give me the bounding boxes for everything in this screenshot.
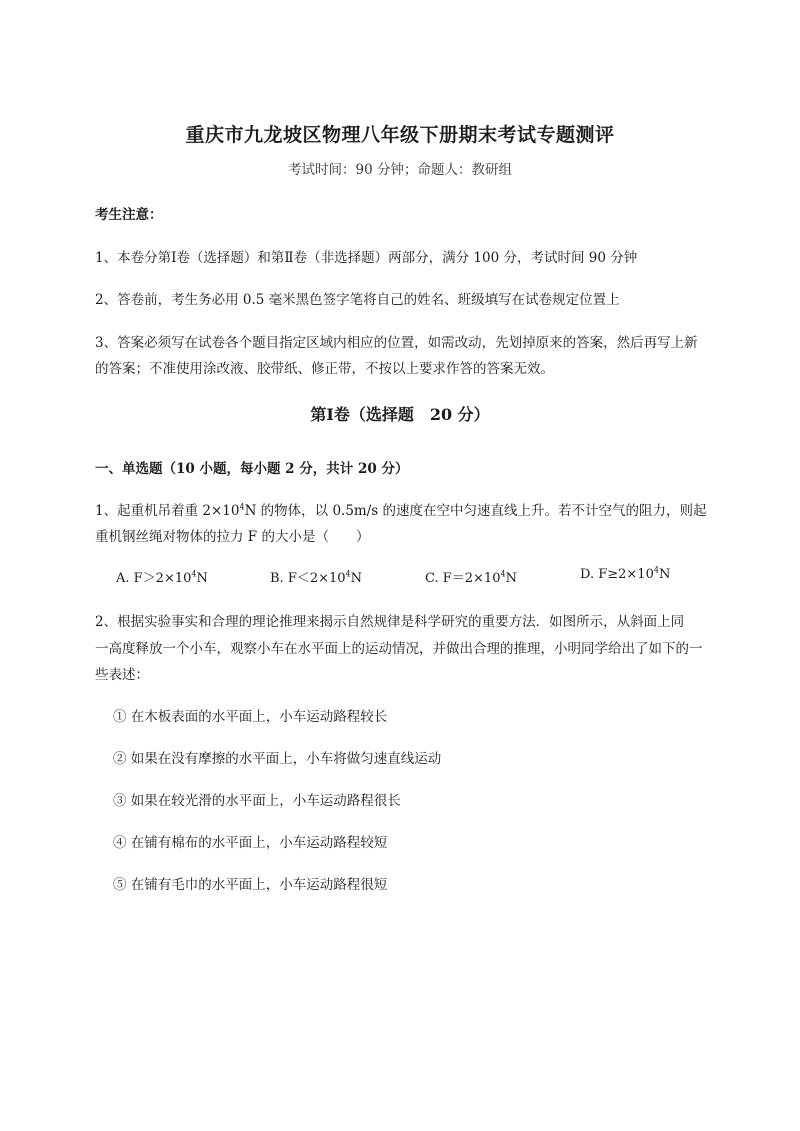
statement-4: ④ 在铺有棉布的水平面上，小车运动路程较短: [113, 835, 388, 851]
option-c-unit: N: [505, 571, 517, 586]
option-b[interactable]: [270, 567, 362, 586]
exponent: 4: [345, 569, 351, 579]
part-heading: 一、单选题（10 小题，每小题 2 分，共计 20 分）: [95, 461, 409, 477]
notice-item-1: 1、本卷分第Ⅰ卷（选择题）和第Ⅱ卷（非选择题）两部分，满分 100 分，考试时间 90 分钟: [95, 250, 638, 266]
exponent: 4: [500, 569, 506, 579]
statement-2: ② 如果在没有摩擦的水平面上，小车将做匀速直线运动: [113, 751, 442, 767]
exponent: 4: [239, 502, 245, 512]
notice-item-2: 2、答卷前，考生务必用 0.5 毫米黑色签字笔将自己的姓名、班级填写在试卷规定位置上: [95, 292, 620, 308]
question-2-stem-line-3: 些表述：: [95, 667, 149, 683]
statement-3: ③ 如果在较光滑的水平面上，小车运动路程很长: [113, 793, 401, 809]
option-a[interactable]: [116, 567, 208, 586]
section-title: 第Ⅰ卷（选择题 20 分）: [310, 405, 490, 424]
option-a-text: A. F＞2×10: [116, 571, 192, 586]
option-d-text: D. F≥2×10: [580, 567, 654, 582]
question-2-stem-line-1: 2、根据实验事实和合理的理论推理来揭示自然规律是科学研究的重要方法．如图所示，从斜面上同: [95, 614, 685, 630]
question-2-stem-line-2: 一高度释放一个小车，观察小车在水平面上的运动情况，并做出合理的推理，小明同学给出了如下的一: [95, 641, 703, 657]
page-title: 重庆市九龙坡区物理八年级下册期末考试专题测评: [185, 124, 615, 146]
option-c-text: C. F＝2×10: [425, 571, 501, 586]
option-a-unit: N: [196, 571, 208, 586]
notice-heading: 考生注意：: [95, 207, 163, 223]
statement-5: ⑤ 在铺有毛巾的水平面上，小车运动路程很短: [113, 877, 388, 893]
option-b-text: B. F＜2×10: [270, 571, 346, 586]
exponent: 4: [191, 569, 197, 579]
question-1-text-b: N 的物体，以 0.5m/s 的速度在空中匀速直线上升。若不计空气的阻力，则起: [244, 503, 707, 519]
question-1-text-a: 1、起重机吊着重 2×10: [95, 503, 240, 519]
option-b-unit: N: [350, 571, 363, 586]
option-d-unit: N: [658, 567, 671, 582]
option-c[interactable]: [425, 567, 517, 586]
exponent: 4: [653, 565, 659, 575]
exam-info: 考试时间：90 分钟；命题人：教研组: [288, 162, 512, 178]
option-d[interactable]: [580, 567, 670, 582]
question-1-stem: [95, 499, 707, 519]
notice-item-3: 3、答案必须写在试卷各个题目指定区域内相应的位置，如需改动，先划掉原来的答案，然后再写上新: [95, 335, 698, 351]
question-1-stem-cont: 重机钢丝绳对物体的拉力 F 的大小是（ ）: [95, 529, 370, 545]
notice-item-3-cont: 的答案；不准使用涂改液、胶带纸、修正带，不按以上要求作答的答案无效。: [95, 361, 554, 377]
statement-1: ① 在木板表面的水平面上，小车运动路程较长: [113, 709, 388, 725]
